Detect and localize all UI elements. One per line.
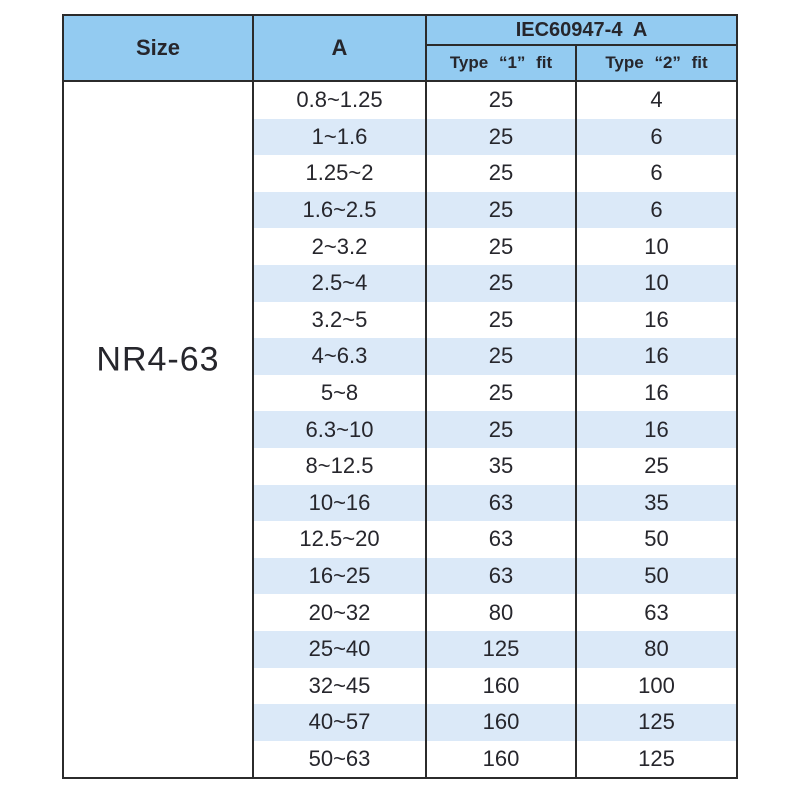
cell-type1-value: 25 bbox=[426, 302, 576, 339]
cell-type2-value: 6 bbox=[576, 119, 737, 156]
cell-current-range: 3.2~5 bbox=[253, 302, 426, 339]
cell-current-range: 10~16 bbox=[253, 485, 426, 522]
cell-current-range: 1.6~2.5 bbox=[253, 192, 426, 229]
cell-type1-value: 25 bbox=[426, 81, 576, 119]
cell-type2-value: 80 bbox=[576, 631, 737, 668]
cell-current-range: 12.5~20 bbox=[253, 521, 426, 558]
spec-table-container bbox=[62, 14, 738, 779]
cell-type2-value: 10 bbox=[576, 265, 737, 302]
cell-type2-value: 6 bbox=[576, 192, 737, 229]
column-header-iec60947: IEC60947-4 A bbox=[426, 15, 737, 45]
cell-type1-value: 63 bbox=[426, 558, 576, 595]
cell-type2-value: 16 bbox=[576, 411, 737, 448]
cell-type2-value: 35 bbox=[576, 485, 737, 522]
cell-current-range: 6.3~10 bbox=[253, 411, 426, 448]
cell-type2-value: 125 bbox=[576, 704, 737, 741]
cell-type1-value: 25 bbox=[426, 119, 576, 156]
cell-current-range: 1~1.6 bbox=[253, 119, 426, 156]
cell-current-range: 0.8~1.25 bbox=[253, 81, 426, 119]
cell-type2-value: 50 bbox=[576, 558, 737, 595]
cell-current-range: 1.25~2 bbox=[253, 155, 426, 192]
cell-type1-value: 63 bbox=[426, 521, 576, 558]
cell-type1-value: 80 bbox=[426, 594, 576, 631]
cell-type2-value: 4 bbox=[576, 81, 737, 119]
table-body bbox=[63, 81, 737, 778]
cell-current-range: 25~40 bbox=[253, 631, 426, 668]
cell-type2-value: 16 bbox=[576, 375, 737, 412]
cell-type2-value: 10 bbox=[576, 228, 737, 265]
cell-size-model bbox=[63, 81, 253, 778]
column-header-size: Size bbox=[63, 15, 253, 81]
cell-current-range: 2.5~4 bbox=[253, 265, 426, 302]
cell-current-range: 40~57 bbox=[253, 704, 426, 741]
cell-current-range: 8~12.5 bbox=[253, 448, 426, 485]
table-header bbox=[63, 15, 737, 81]
cell-type1-value: 25 bbox=[426, 155, 576, 192]
cell-type1-value: 25 bbox=[426, 228, 576, 265]
cell-current-range: 16~25 bbox=[253, 558, 426, 595]
cell-type1-value: 25 bbox=[426, 411, 576, 448]
cell-type2-value: 16 bbox=[576, 338, 737, 375]
cell-type1-value: 125 bbox=[426, 631, 576, 668]
column-header-type1-fit: Type “1” fit bbox=[426, 45, 576, 81]
cell-type1-value: 160 bbox=[426, 668, 576, 705]
cell-type2-value: 16 bbox=[576, 302, 737, 339]
cell-type2-value: 6 bbox=[576, 155, 737, 192]
column-header-a: A bbox=[253, 15, 426, 81]
cell-type2-value: 25 bbox=[576, 448, 737, 485]
cell-type1-value: 160 bbox=[426, 741, 576, 779]
cell-current-range: 32~45 bbox=[253, 668, 426, 705]
table-row bbox=[63, 81, 737, 119]
cell-current-range: 5~8 bbox=[253, 375, 426, 412]
size-model-label: NR4-63 bbox=[96, 340, 220, 379]
cell-current-range: 4~6.3 bbox=[253, 338, 426, 375]
cell-type2-value: 100 bbox=[576, 668, 737, 705]
cell-type1-value: 25 bbox=[426, 375, 576, 412]
cell-current-range: 20~32 bbox=[253, 594, 426, 631]
cell-type2-value: 50 bbox=[576, 521, 737, 558]
cell-current-range: 50~63 bbox=[253, 741, 426, 779]
cell-type1-value: 63 bbox=[426, 485, 576, 522]
spec-table bbox=[62, 14, 738, 779]
header-row-top bbox=[63, 15, 737, 45]
column-header-type2-fit: Type “2” fit bbox=[576, 45, 737, 81]
cell-type1-value: 160 bbox=[426, 704, 576, 741]
cell-type1-value: 25 bbox=[426, 338, 576, 375]
cell-current-range: 2~3.2 bbox=[253, 228, 426, 265]
cell-type2-value: 125 bbox=[576, 741, 737, 779]
cell-type1-value: 25 bbox=[426, 192, 576, 229]
cell-type1-value: 25 bbox=[426, 265, 576, 302]
cell-type2-value: 63 bbox=[576, 594, 737, 631]
cell-type1-value: 35 bbox=[426, 448, 576, 485]
